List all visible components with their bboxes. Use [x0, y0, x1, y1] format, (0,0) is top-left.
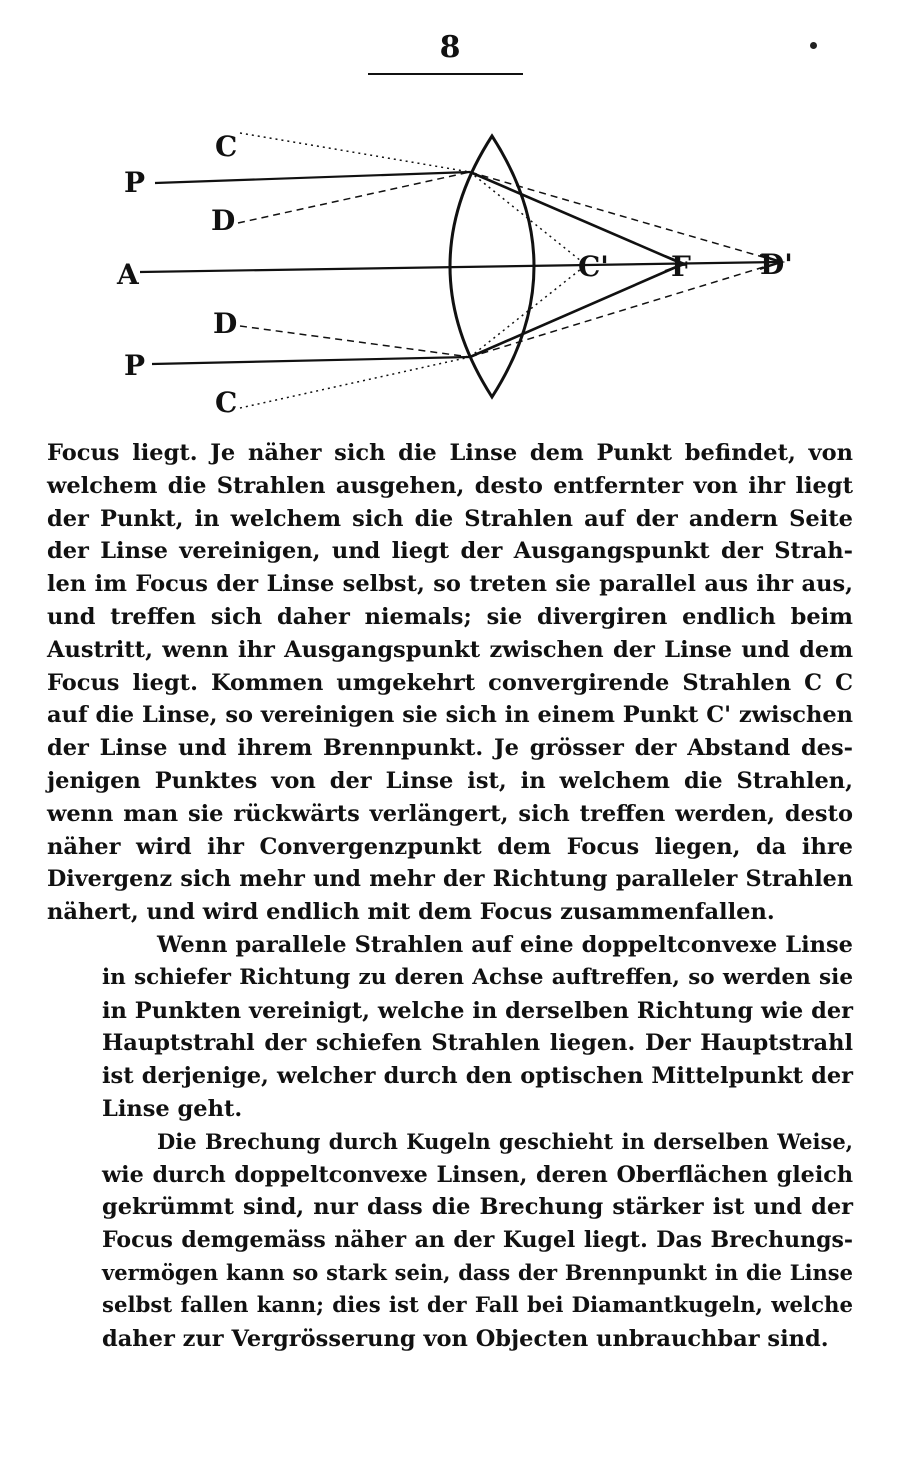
text-line: wie durch doppeltconvexe Linsen, deren Oberflächen gleich	[102, 1161, 853, 1188]
text-line: Focus liegt. Je näher sich die Linse dem Punkt befindet, von	[47, 440, 853, 466]
label-d-bottom: D	[213, 307, 238, 340]
text-line: welchem die Strahlen ausgehen, desto entfernter von ihr liegt	[47, 472, 853, 499]
label-p-bottom: P	[124, 349, 146, 382]
text-line: in Punkten vereinigt, welche in derselben Richtung wie der	[102, 997, 853, 1024]
ray-p-bottom	[152, 357, 470, 364]
label-p-top: P	[124, 166, 146, 199]
text-line: selbst fallen kann; dies ist der Fall bei Diamantkugeln, welche	[102, 1292, 853, 1318]
text-line: der Linse und ihrem Brennpunkt. Je grösser der Abstand des-	[47, 735, 853, 762]
text-line: ist derjenige, welcher durch den optischen Mittelpunkt der	[102, 1063, 853, 1090]
text-line: Linse geht.	[102, 1095, 243, 1122]
body-text	[47, 437, 853, 1355]
text-line: daher zur Vergrösserung von Objecten unbrauchbar sind.	[102, 1325, 829, 1352]
lens-diagram	[0, 110, 900, 430]
paragraph	[47, 929, 853, 1126]
text-line: vermögen kann so stark sein, dass der Brennpunkt in die Linse	[102, 1259, 853, 1285]
ink-speck	[810, 42, 817, 49]
text-line: Wenn parallele Strahlen auf eine doppeltconvexe Linse	[157, 931, 853, 958]
label-c-bottom: C	[215, 386, 238, 419]
label-a: A	[117, 258, 139, 291]
label-d-top: D	[211, 204, 236, 237]
text-line: gekrümmt sind, nur dass die Brechung stärker ist und der	[102, 1194, 853, 1221]
text-line: auf die Linse, so vereinigen sie sich in einem Punkt C' zwischen	[47, 702, 853, 729]
text-line: Divergenz sich mehr und mehr der Richtung paralleler Strahlen	[47, 866, 853, 893]
text-line: näher wird ihr Convergenzpunkt dem Focus liegen, da ihre	[47, 833, 853, 860]
text-line: in schiefer Richtung zu deren Achse auftreffen, so werden sie	[102, 964, 853, 990]
page-number: 8	[439, 30, 461, 65]
text-line: Hauptstrahl der schiefen Strahlen liegen. Der Hauptstrahl	[102, 1030, 853, 1057]
label-c-prime: C'	[578, 250, 609, 283]
text-line: und treffen sich daher niemals; sie divergiren endlich beim	[47, 603, 853, 630]
text-line: len im Focus der Linse selbst, so treten sie parallel aus ihr aus,	[47, 571, 853, 598]
ray-d-top-refracted	[470, 172, 780, 262]
label-c-top: C	[215, 130, 238, 163]
text-line: Austritt, wenn ihr Ausgangspunkt zwischen der Linse und dem	[47, 636, 853, 663]
ray-p-top-refracted	[470, 172, 683, 264]
paragraph	[47, 437, 853, 929]
text-line: jenigen Punktes von der Linse ist, in welchem die Strahlen,	[47, 767, 853, 794]
ray-p-top	[155, 172, 470, 183]
header-rule	[368, 73, 523, 75]
ray-c-top	[240, 133, 470, 172]
ray-c-bottom	[240, 357, 470, 408]
ray-d-bottom	[240, 326, 470, 357]
text-line: Focus demgemäss näher an der Kugel liegt. Das Brechungs-	[102, 1227, 853, 1254]
text-line: der Punkt, in welchem sich die Strahlen auf der andern Seite	[47, 505, 853, 532]
text-line: wenn man sie rückwärts verlängert, sich treffen werden, desto	[47, 800, 853, 827]
label-f: F	[671, 250, 691, 283]
text-line: Die Brechung durch Kugeln geschieht in derselben Weise,	[157, 1128, 853, 1154]
text-line: Focus liegt. Kommen umgekehrt convergirende Strahlen C C	[47, 669, 853, 696]
ray-d-bottom-refracted	[470, 262, 780, 357]
label-d-prime: D'	[760, 248, 793, 281]
text-line: der Linse vereinigen, und liegt der Ausgangspunkt der Strah-	[47, 538, 853, 565]
paragraph	[47, 1126, 853, 1356]
ray-p-bottom-refracted	[470, 264, 683, 357]
text-line: nähert, und wird endlich mit dem Focus zusammenfallen.	[47, 899, 775, 926]
